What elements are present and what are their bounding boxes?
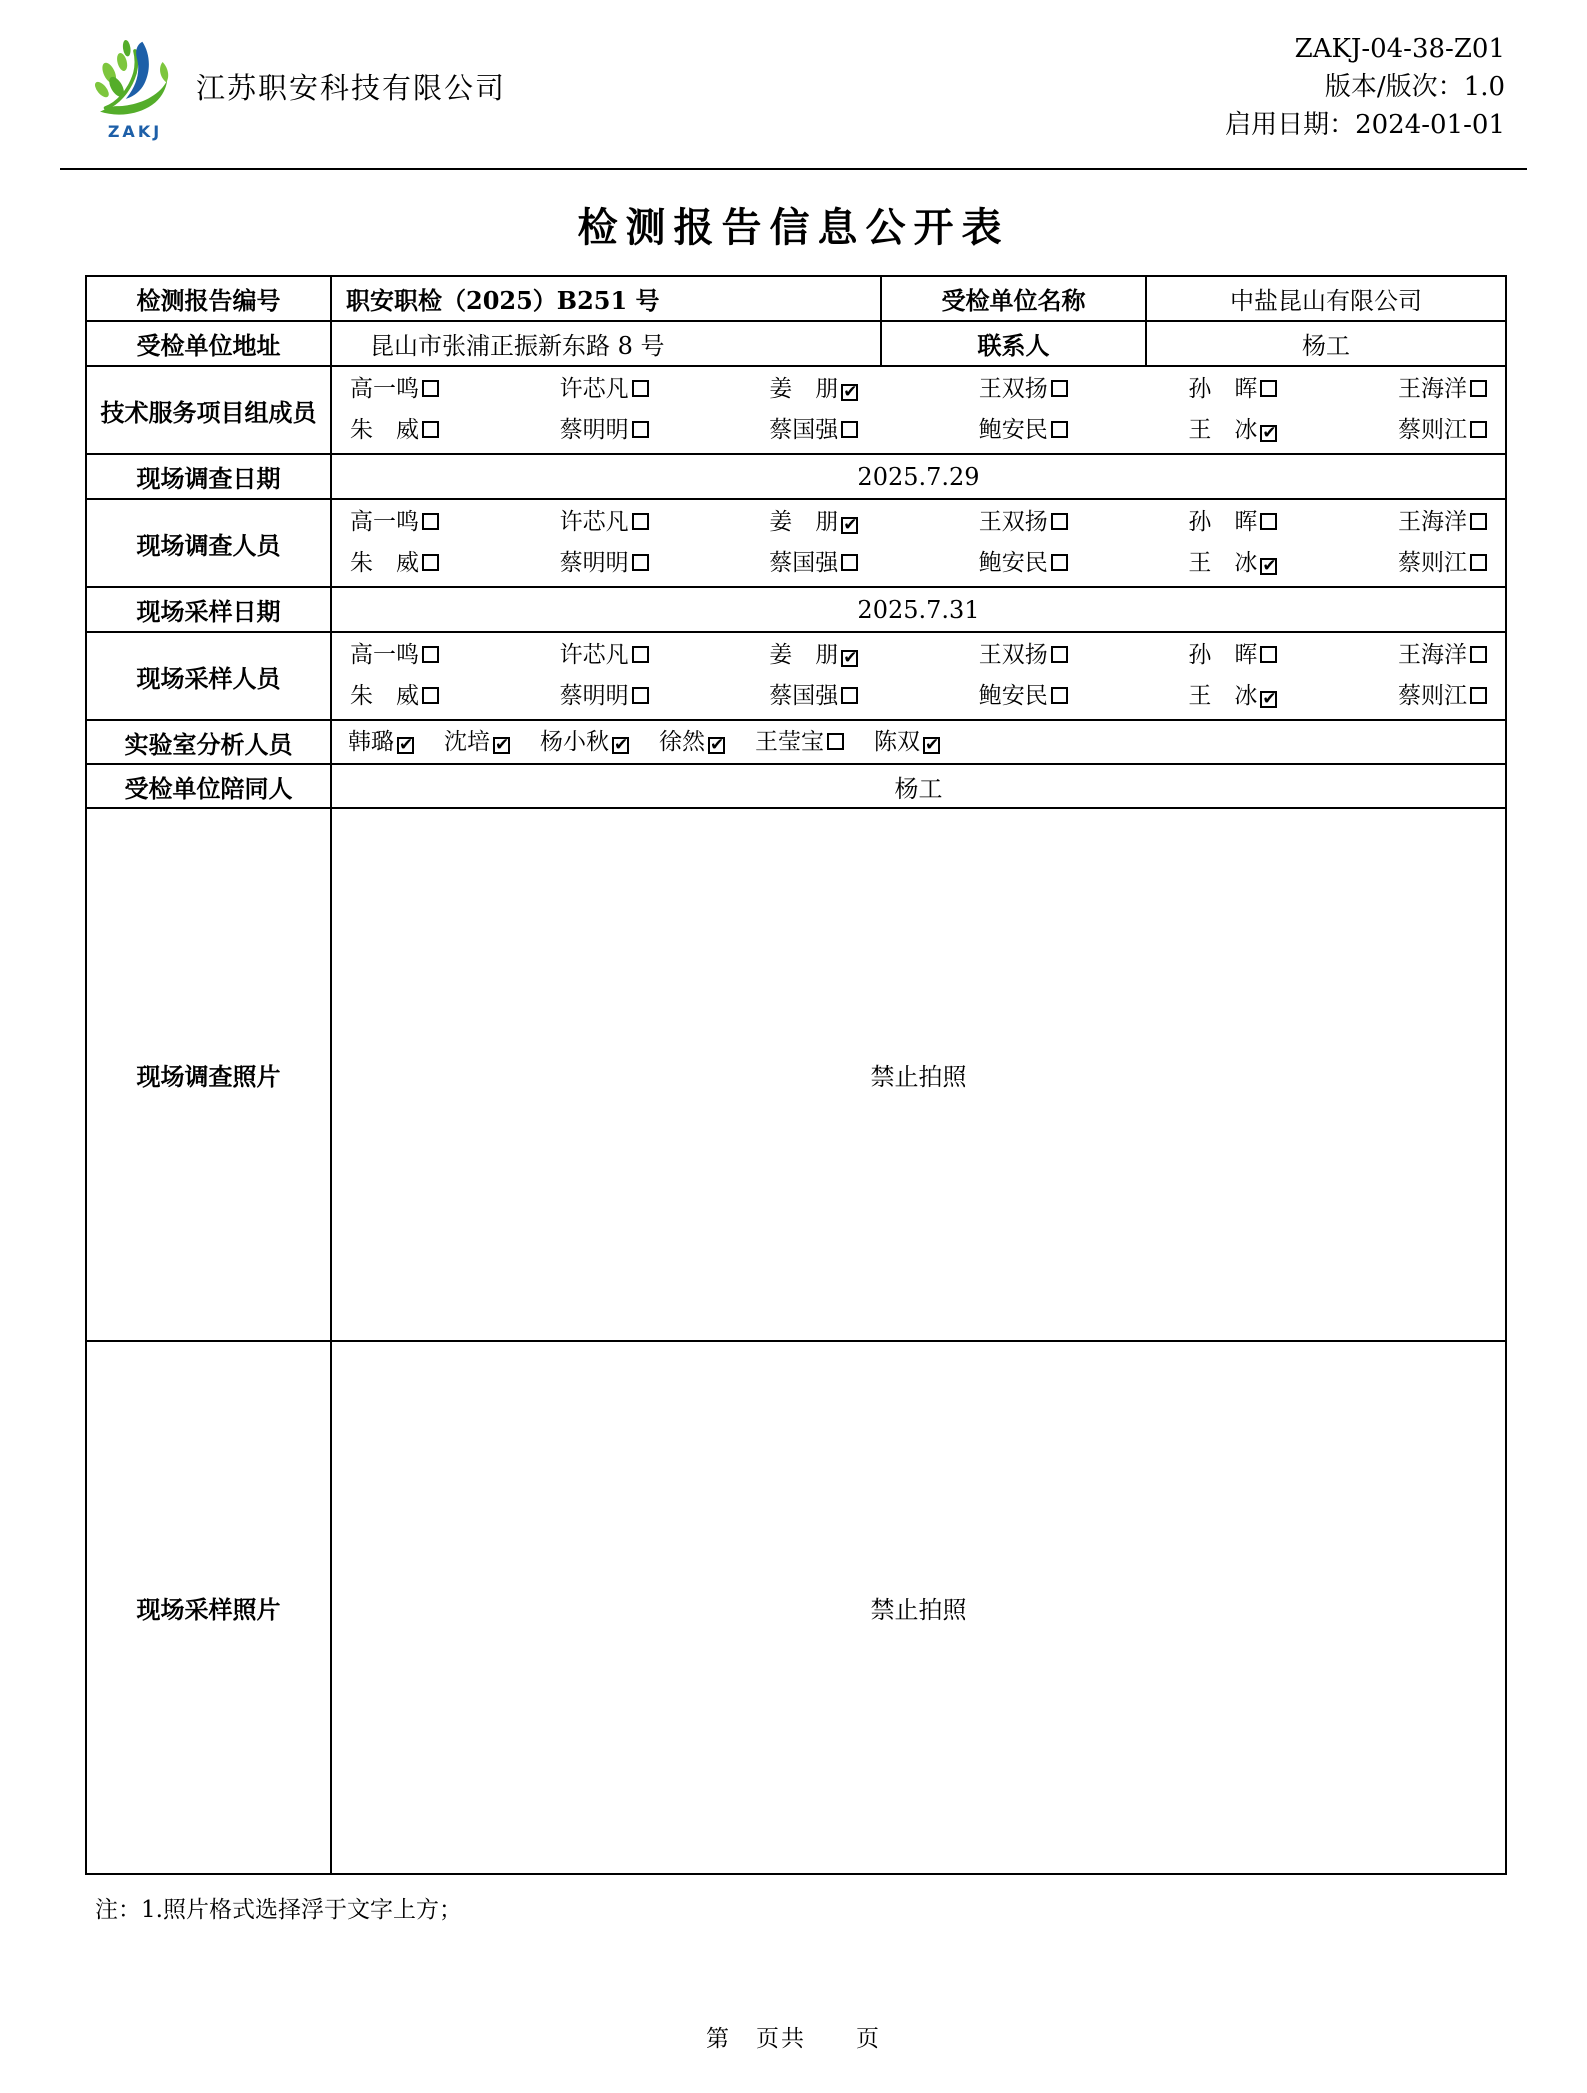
page-number-footer: 第 页共 页: [706, 2026, 881, 2052]
checkbox-icon[interactable]: [1051, 687, 1068, 704]
staff-member: [560, 635, 649, 676]
unit-name-label: 受检单位名称: [881, 276, 1146, 321]
staff-name: 蔡国强: [769, 550, 839, 576]
unit-address-label: 受检单位地址: [86, 321, 331, 366]
lab-staff-list: [331, 720, 1506, 764]
checkbox-icon[interactable]: [841, 554, 858, 571]
page-title: 检测报告信息公开表: [577, 204, 1010, 251]
escort-value: 杨工: [331, 764, 1506, 808]
staff-member: [769, 410, 858, 451]
checkbox-icon[interactable]: [1470, 380, 1487, 397]
staff-name: 王 冰: [1188, 683, 1258, 709]
staff-member: [769, 635, 858, 676]
checkbox-icon[interactable]: [1260, 380, 1277, 397]
staff-member: [348, 721, 414, 763]
staff-member: [444, 721, 510, 763]
staff-member: [979, 502, 1068, 543]
checkbox-icon[interactable]: [1470, 687, 1487, 704]
escort-label: 受检单位陪同人: [86, 764, 331, 808]
staff-member: [979, 543, 1068, 584]
checkbox-icon[interactable]: [827, 733, 844, 750]
staff-name: 许芯凡: [559, 376, 629, 402]
staff-member: [1398, 410, 1487, 451]
contact-value: 杨工: [1146, 321, 1506, 366]
staff-name: 鲍安民: [978, 683, 1048, 709]
checkbox-checked-icon[interactable]: ✔: [614, 735, 629, 755]
staff-member: [1398, 635, 1487, 676]
staff-line: [332, 410, 1505, 451]
checkbox-icon[interactable]: [632, 687, 649, 704]
staff-member: [769, 369, 858, 410]
staff-name: 姜 朋: [769, 376, 839, 402]
staff-name: 蔡明明: [559, 550, 629, 576]
staff-member: [350, 635, 439, 676]
staff-name: 蔡明明: [559, 683, 629, 709]
header-divider: [60, 168, 1527, 170]
staff-member: [560, 410, 649, 451]
staff-member: [350, 676, 439, 717]
staff-name: 陈双: [874, 729, 920, 755]
staff-member: [560, 676, 649, 717]
logo-wordmark: ZAKJ: [107, 122, 163, 141]
checkbox-icon[interactable]: [841, 687, 858, 704]
effective-date-line: 启用日期：2024-01-01: [1225, 110, 1505, 140]
lab-staff-line: [332, 721, 1505, 763]
checkbox-checked-icon[interactable]: ✔: [710, 735, 725, 755]
checkbox-checked-icon[interactable]: ✔: [1262, 556, 1277, 576]
staff-member: [1398, 543, 1487, 584]
staff-member: [769, 502, 858, 543]
staff-name: 许芯凡: [559, 642, 629, 668]
staff-line: [332, 369, 1505, 410]
staff-name: 孙 晖: [1188, 376, 1258, 402]
staff-member: [1188, 502, 1277, 543]
staff-name: 徐然: [659, 729, 705, 755]
staff-member: [979, 676, 1068, 717]
staff-member: [540, 721, 629, 763]
staff-line: [332, 543, 1505, 584]
survey-date-value: 2025.7.29: [331, 454, 1506, 499]
staff-member: [1398, 676, 1487, 717]
staff-name: 王双扬: [978, 376, 1048, 402]
checkbox-checked-icon[interactable]: ✔: [843, 515, 858, 535]
checkbox-icon[interactable]: [632, 380, 649, 397]
staff-name: 王海洋: [1397, 642, 1467, 668]
staff-name: 王 冰: [1188, 417, 1258, 443]
staff-member: [350, 410, 439, 451]
sampling-staff-list: [331, 632, 1506, 720]
staff-name: 高一鸣: [350, 642, 419, 668]
staff-name: 朱 威: [350, 683, 419, 709]
staff-name: 朱 威: [350, 550, 419, 576]
staff-member: [350, 543, 439, 584]
sampling-date-value: 2025.7.31: [331, 587, 1506, 632]
checkbox-checked-icon[interactable]: ✔: [1262, 689, 1277, 709]
staff-member: [769, 676, 858, 717]
checkbox-checked-icon[interactable]: ✔: [399, 735, 414, 755]
staff-name: 杨小秋: [540, 729, 609, 755]
checkbox-icon[interactable]: [632, 646, 649, 663]
staff-member: [560, 369, 649, 410]
staff-line: [332, 635, 1505, 676]
version-line: 版本/版次：1.0: [1324, 72, 1505, 102]
staff-name: 王海洋: [1397, 376, 1467, 402]
staff-member: [1398, 502, 1487, 543]
staff-member: [1188, 369, 1277, 410]
checkbox-icon[interactable]: [1051, 421, 1068, 438]
checkbox-icon[interactable]: [422, 421, 439, 438]
unit-address-value: 昆山市张浦正振新东路 8 号: [331, 321, 881, 366]
sampling-photo-value: 禁止拍照: [331, 1341, 1506, 1874]
report-number-value: 职安职检（2025）B251 号: [331, 276, 881, 321]
document-code: ZAKJ-04-38-Z01: [1294, 34, 1505, 64]
staff-name: 姜 朋: [769, 642, 839, 668]
checkbox-icon[interactable]: [1051, 380, 1068, 397]
checkbox-checked-icon[interactable]: ✔: [843, 382, 858, 402]
staff-name: 鲍安民: [978, 417, 1048, 443]
team-members-list: [331, 366, 1506, 454]
staff-name: 沈培: [444, 729, 490, 755]
footer-note: 注：1.照片格式选择浮于文字上方；: [95, 1897, 462, 1923]
checkbox-icon[interactable]: [422, 554, 439, 571]
staff-member: [979, 410, 1068, 451]
staff-member: [874, 721, 940, 763]
checkbox-icon[interactable]: [1470, 513, 1487, 530]
staff-name: 蔡国强: [769, 417, 839, 443]
staff-name: 姜 朋: [769, 509, 839, 535]
staff-member: [560, 543, 649, 584]
checkbox-icon[interactable]: [1260, 513, 1277, 530]
staff-name: 高一鸣: [350, 376, 419, 402]
staff-line: [332, 676, 1505, 717]
sampling-staff-label: 现场采样人员: [86, 632, 331, 720]
staff-member: [1188, 410, 1277, 451]
checkbox-checked-icon[interactable]: ✔: [843, 648, 858, 668]
staff-name: 王海洋: [1397, 509, 1467, 535]
staff-name: 蔡则江: [1397, 683, 1467, 709]
checkbox-icon[interactable]: [1051, 554, 1068, 571]
contact-label: 联系人: [881, 321, 1146, 366]
leaf-logo-icon: [89, 36, 181, 122]
staff-name: 韩璐: [348, 729, 394, 755]
staff-name: 蔡国强: [769, 683, 839, 709]
staff-name: 许芯凡: [559, 509, 629, 535]
staff-name: 蔡明明: [559, 417, 629, 443]
survey-photo-label: 现场调查照片: [86, 808, 331, 1341]
sampling-date-label: 现场采样日期: [86, 587, 331, 632]
survey-staff-list: [331, 499, 1506, 587]
report-number-label: 检测报告编号: [86, 276, 331, 321]
staff-name: 蔡则江: [1397, 550, 1467, 576]
staff-name: 王双扬: [978, 642, 1048, 668]
staff-name: 孙 晖: [1188, 642, 1258, 668]
checkbox-icon[interactable]: [1051, 646, 1068, 663]
checkbox-icon[interactable]: [422, 687, 439, 704]
staff-name: 王双扬: [978, 509, 1048, 535]
company-logo: [85, 36, 185, 141]
info-table: [85, 275, 1507, 1875]
staff-name: 鲍安民: [978, 550, 1048, 576]
checkbox-checked-icon[interactable]: ✔: [925, 735, 940, 755]
staff-member: [755, 721, 844, 763]
checkbox-icon[interactable]: [422, 646, 439, 663]
checkbox-icon[interactable]: [1470, 421, 1487, 438]
staff-name: 孙 晖: [1188, 509, 1258, 535]
staff-member: [979, 635, 1068, 676]
checkbox-icon[interactable]: [841, 421, 858, 438]
staff-member: [560, 502, 649, 543]
lab-staff-label: 实验室分析人员: [86, 720, 331, 764]
checkbox-icon[interactable]: [632, 421, 649, 438]
staff-member: [979, 369, 1068, 410]
checkbox-icon[interactable]: [1260, 646, 1277, 663]
checkbox-icon[interactable]: [422, 513, 439, 530]
staff-member: [350, 369, 439, 410]
survey-date-label: 现场调查日期: [86, 454, 331, 499]
checkbox-icon[interactable]: [422, 380, 439, 397]
staff-member: [769, 543, 858, 584]
company-name: 江苏职安科技有限公司: [196, 71, 507, 105]
team-members-label: 技术服务项目组成员: [86, 366, 331, 454]
document-meta: [1225, 30, 1505, 144]
staff-member: [1188, 543, 1277, 584]
staff-name: 王 冰: [1188, 550, 1258, 576]
staff-name: 王莹宝: [755, 729, 824, 755]
checkbox-icon[interactable]: [1051, 513, 1068, 530]
checkbox-icon[interactable]: [632, 554, 649, 571]
staff-member: [350, 502, 439, 543]
checkbox-checked-icon[interactable]: ✔: [1262, 423, 1277, 443]
unit-name-value: 中盐昆山有限公司: [1146, 276, 1506, 321]
staff-member: [1398, 369, 1487, 410]
staff-member: [659, 721, 725, 763]
staff-line: [332, 502, 1505, 543]
checkbox-icon[interactable]: [1470, 554, 1487, 571]
survey-staff-label: 现场调查人员: [86, 499, 331, 587]
checkbox-checked-icon[interactable]: ✔: [495, 735, 510, 755]
staff-name: 高一鸣: [350, 509, 419, 535]
staff-member: [1188, 676, 1277, 717]
staff-name: 蔡则江: [1397, 417, 1467, 443]
staff-name: 朱 威: [350, 417, 419, 443]
checkbox-icon[interactable]: [632, 513, 649, 530]
sampling-photo-label: 现场采样照片: [86, 1341, 331, 1874]
checkbox-icon[interactable]: [1470, 646, 1487, 663]
survey-photo-value: 禁止拍照: [331, 808, 1506, 1341]
staff-member: [1188, 635, 1277, 676]
